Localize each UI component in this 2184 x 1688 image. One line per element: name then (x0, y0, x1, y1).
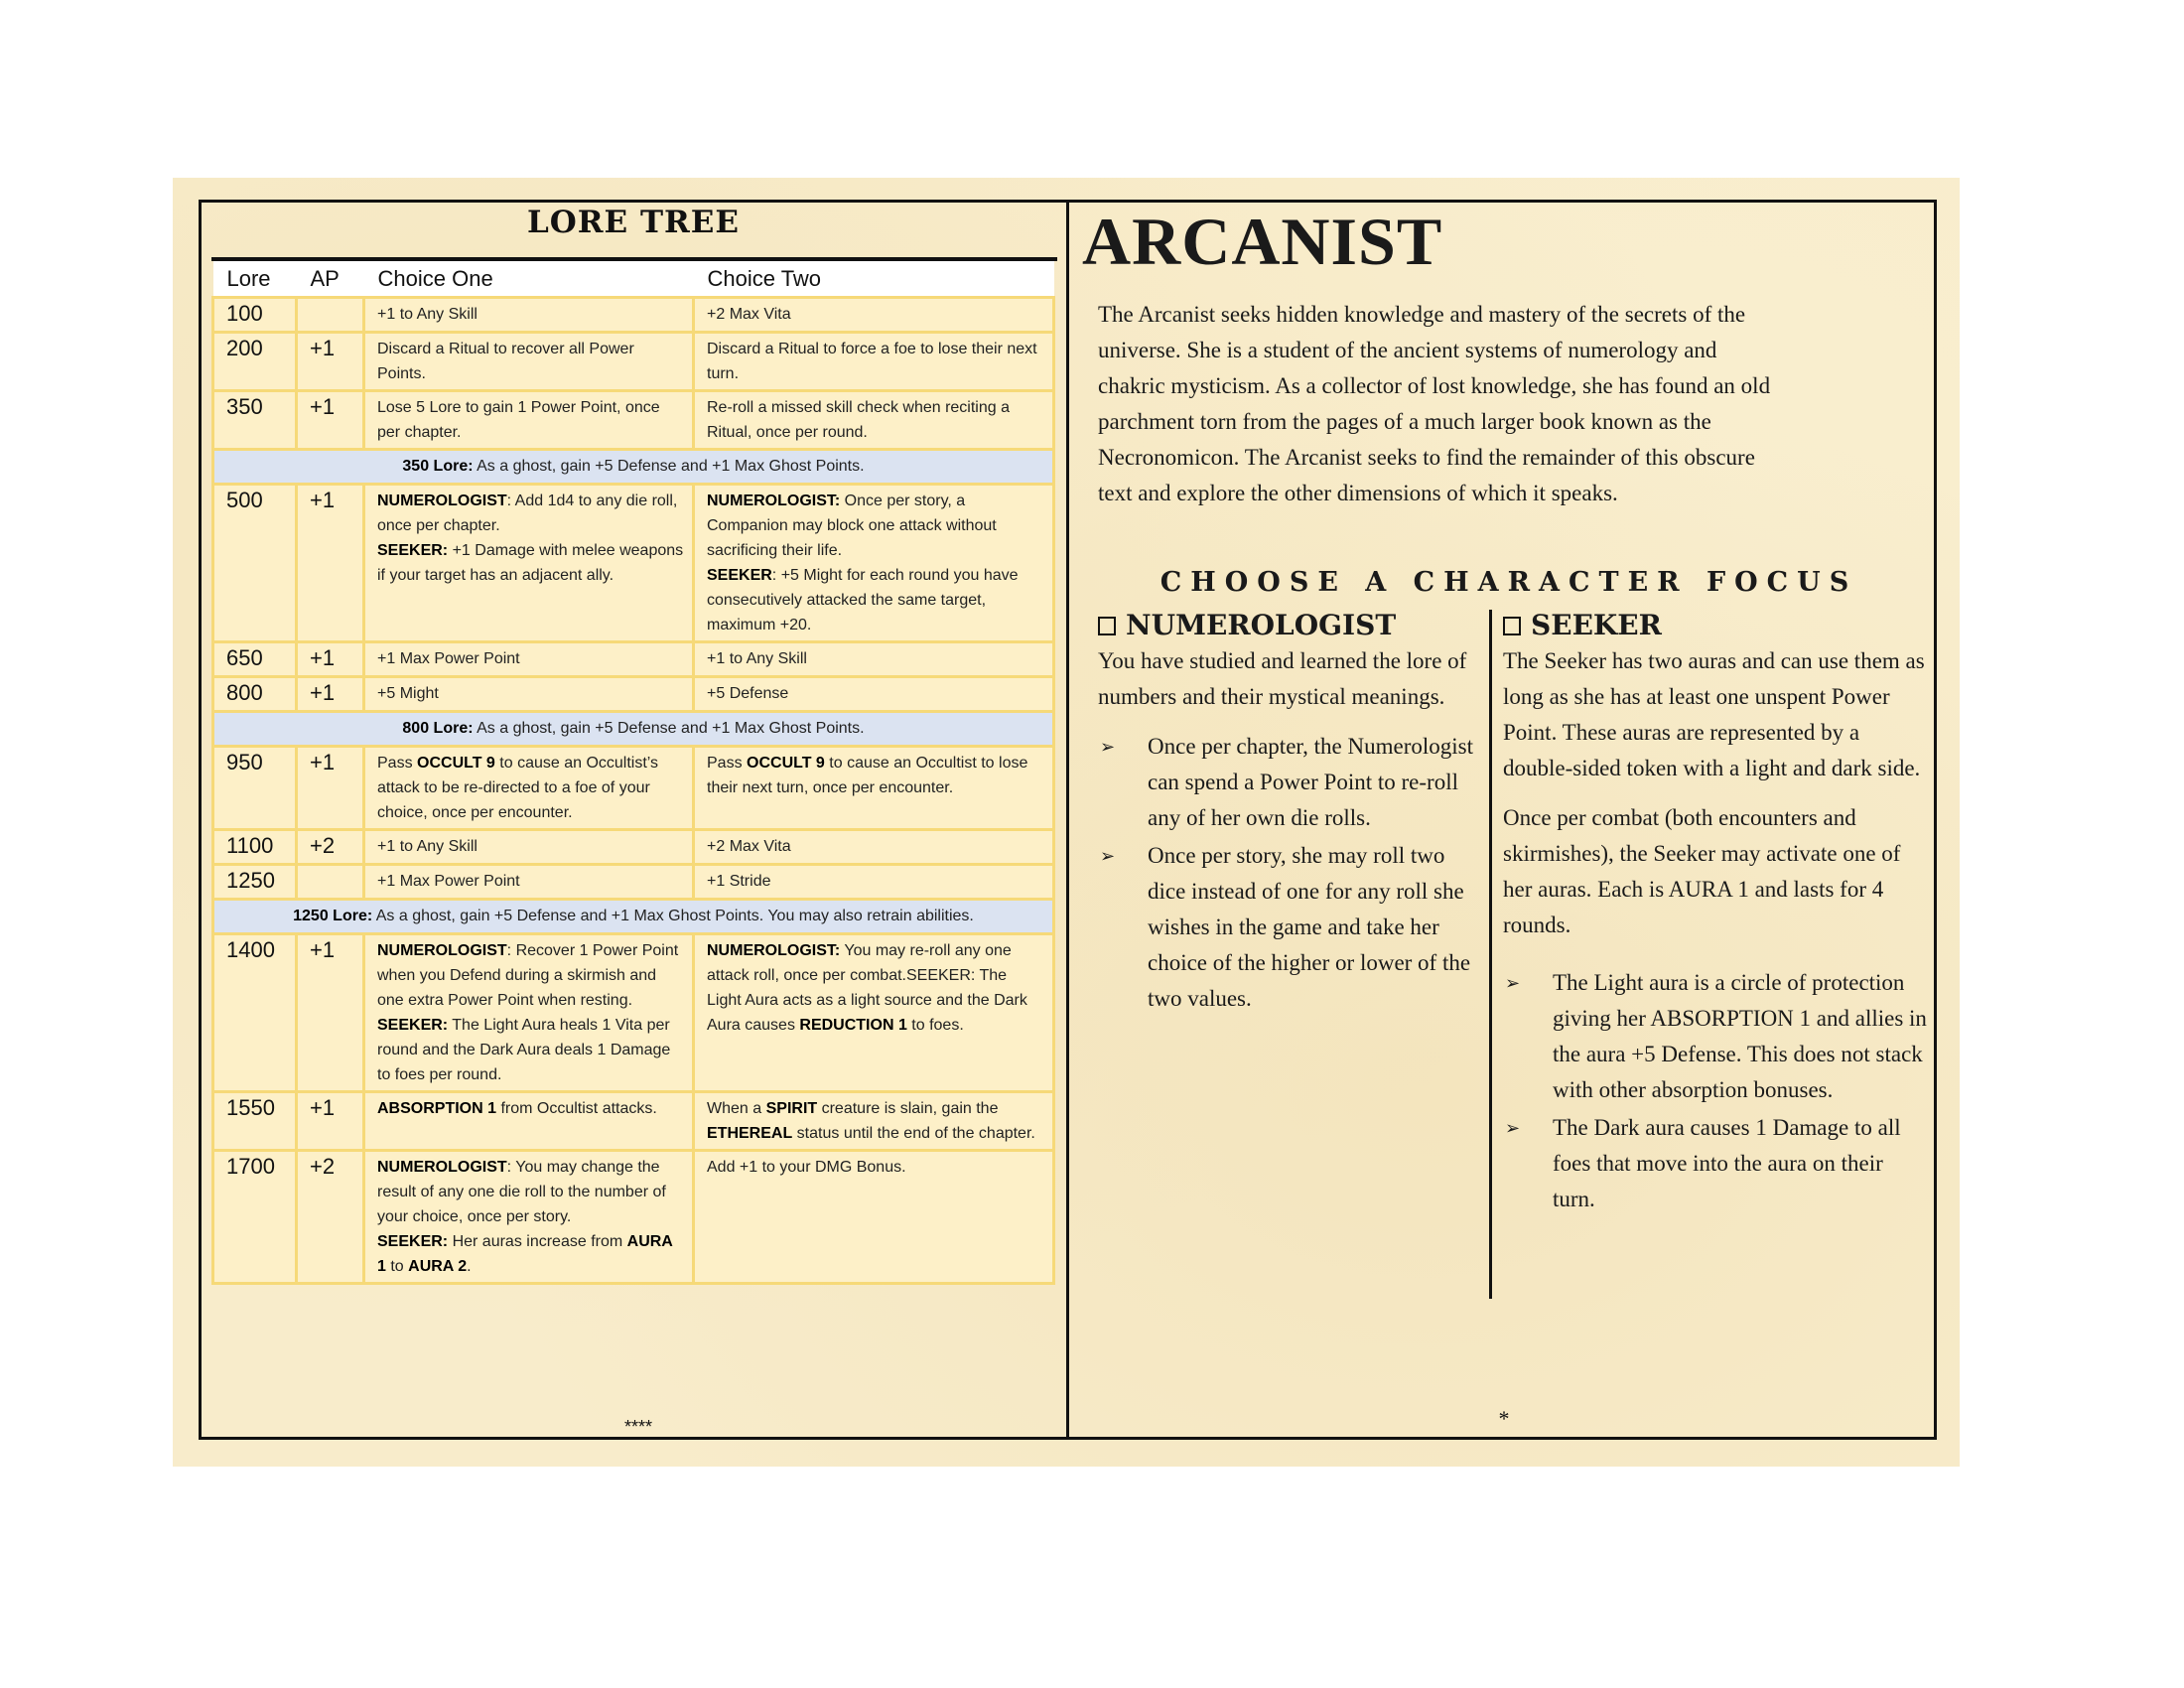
cell-paragraph (707, 395, 1044, 445)
focus-numerologist-title (1098, 608, 1480, 643)
lore-cell: 500 (213, 485, 297, 642)
arrow-bullet-icon: ➢ (1100, 846, 1116, 866)
cell-text: You may re-roll any one attack roll, once per combat. (707, 942, 1012, 984)
cell-text: +2 Max Vita (707, 306, 791, 323)
ap-cell: +1 (297, 677, 364, 712)
ap-cell: +1 (297, 934, 364, 1092)
ghost-bonus-text: As a ghost, gain +5 Defense and +1 Max Ghost Points. You may also retrain abilities. (372, 908, 974, 924)
keyword: NUMEROLOGIST (377, 492, 507, 509)
ap-cell: +2 (297, 830, 364, 865)
keyword: OCCULT 9 (417, 755, 495, 772)
ap-cell: +1 (297, 642, 364, 677)
lore-cell: 650 (213, 642, 297, 677)
cell-text: Discard a Ritual to recover all Power Points. (377, 341, 634, 382)
lore-cell: 1700 (213, 1151, 297, 1284)
keyword: AURA 1 (377, 1233, 673, 1275)
choice-one-cell (364, 677, 694, 712)
cell-paragraph (707, 1096, 1044, 1146)
cell-text: . (467, 1258, 472, 1275)
seeker-paragraph: Once per combat (both encounters and skirmishes), the Seeker may activate one of her auras. Each is AURA 1 and lasts for 4 rounds. (1503, 805, 1901, 937)
lore-row (213, 391, 1054, 450)
table-header-row (213, 261, 1054, 298)
lore-row (213, 830, 1054, 865)
choice-two-cell (694, 1151, 1054, 1284)
focus-heading: CHOOSE A CHARACTER FOCUS (1160, 567, 1858, 598)
cell-text: status until the end of the chapter. (792, 1125, 1035, 1142)
choice-one-cell (364, 747, 694, 830)
bullet-text: The Dark aura causes 1 Damage to all foes that move into the aura on their turn. (1553, 1115, 1901, 1211)
cell-text: Lose 5 Lore to gain 1 Power Point, once per chapter. (377, 399, 660, 441)
choice-one-cell (364, 485, 694, 642)
cell-paragraph (707, 337, 1044, 386)
choice-two-cell (694, 934, 1054, 1092)
cell-paragraph (707, 563, 1044, 637)
column-header-ap: AP (297, 261, 364, 298)
cell-text: When a (707, 1100, 766, 1117)
cell-text: to (385, 1258, 409, 1275)
keyword: NUMEROLOGIST (377, 942, 507, 959)
lore-cell: 1400 (213, 934, 297, 1092)
lore-row (213, 298, 1054, 333)
keyword: ETHEREAL (707, 1125, 793, 1142)
cell-text: +1 to Any Skill (377, 306, 478, 323)
choice-two-cell (694, 485, 1054, 642)
cell-text: Discard a Ritual to force a foe to lose their next turn. (707, 341, 1037, 382)
ap-cell: +1 (297, 333, 364, 391)
cell-paragraph (377, 337, 684, 386)
choice-two-cell (694, 642, 1054, 677)
cell-text: creature is slain, gain the (817, 1100, 999, 1117)
cell-text: +1 Stride (707, 873, 771, 890)
keyword: SEEKER: (377, 542, 449, 559)
cell-paragraph (377, 1229, 684, 1279)
lore-row (213, 677, 1054, 712)
focus-numerologist (1098, 608, 1480, 1019)
choice-one-cell (364, 298, 694, 333)
lore-row (213, 485, 1054, 642)
lore-row (213, 747, 1054, 830)
keyword: ABSORPTION 1 (377, 1100, 497, 1117)
choice-one-cell (364, 1151, 694, 1284)
choice-one-cell (364, 391, 694, 450)
cell-text: +1 to Any Skill (707, 650, 807, 667)
cell-paragraph (377, 489, 684, 538)
cell-paragraph (707, 751, 1044, 800)
arrow-bullet-icon: ➢ (1505, 1118, 1521, 1138)
bullet-text: Once per story, she may roll two dice instead of one for any roll she wishes in the game and take her choice of the higher or lower of the two values. (1148, 843, 1471, 1011)
column-header-lore: Lore (213, 261, 297, 298)
choice-two-cell (694, 298, 1054, 333)
choice-two-cell (694, 830, 1054, 865)
keyword: NUMEROLOGIST: (707, 942, 841, 959)
lore-cell: 100 (213, 298, 297, 333)
seeker-title-text: SEEKER (1531, 609, 1662, 641)
lore-tree-table (211, 261, 1055, 1285)
cell-text: Add +1 to your DMG Bonus. (707, 1159, 906, 1176)
ghost-bonus-row (213, 450, 1054, 485)
cell-paragraph (377, 395, 684, 445)
arrow-bullet-icon: ➢ (1505, 973, 1521, 993)
bullet-text: Once per chapter, the Numerologist can spend a Power Point to re-roll any of her own die rolls. (1148, 734, 1473, 830)
cell-paragraph (707, 938, 1044, 1038)
ghost-bonus-cell (213, 900, 1054, 934)
column-header-choice-two: Choice Two (694, 261, 1054, 298)
lore-row (213, 333, 1054, 391)
cell-paragraph (377, 834, 684, 859)
focus-seeker-title (1503, 608, 1930, 643)
seeker-bullets (1503, 965, 1930, 1217)
choice-two-cell (694, 1092, 1054, 1151)
focus-column-divider (1489, 610, 1492, 1299)
cell-paragraph (707, 489, 1044, 563)
choice-two-cell (694, 391, 1054, 450)
keyword: NUMEROLOGIST (377, 1159, 507, 1176)
lore-row (213, 934, 1054, 1092)
cell-paragraph (707, 869, 1044, 894)
choice-one-cell (364, 1092, 694, 1151)
cell-paragraph (707, 681, 1044, 706)
cell-text: +1 Max Power Point (377, 873, 520, 890)
keyword: SEEKER: (377, 1233, 449, 1250)
choice-one-cell (364, 934, 694, 1092)
choice-two-cell (694, 865, 1054, 900)
seeker-paragraph: The Seeker has two auras and can use them as long as she has at least one unspent Power Point. These auras are represented by a double-sided token with a light and dark side. (1503, 648, 1925, 780)
cell-text: Pass (377, 755, 418, 772)
choice-two-cell (694, 747, 1054, 830)
cell-paragraph (377, 938, 684, 1013)
choice-one-cell (364, 865, 694, 900)
cell-paragraph (377, 538, 684, 588)
cell-text: +5 Defense (707, 685, 789, 702)
lore-cell: 1100 (213, 830, 297, 865)
seeker-bullet (1503, 1110, 1930, 1217)
cell-paragraph (707, 834, 1044, 859)
cell-paragraph (377, 302, 684, 327)
cell-text: Her auras increase from (448, 1233, 627, 1250)
lore-cell: 950 (213, 747, 297, 830)
lore-row (213, 865, 1054, 900)
keyword: SEEKER (707, 567, 772, 584)
choice-two-cell (694, 677, 1054, 712)
cell-text: +1 to Any Skill (377, 838, 478, 855)
cell-text: +1 Max Power Point (377, 650, 520, 667)
lore-cell: 1250 (213, 865, 297, 900)
keyword: NUMEROLOGIST: (707, 492, 841, 509)
ap-cell (297, 865, 364, 900)
cell-text: Pass (707, 755, 748, 772)
choice-one-cell (364, 830, 694, 865)
numerologist-description: You have studied and learned the lore of numbers and their mystical meanings. (1098, 648, 1467, 709)
lore-cell: 350 (213, 391, 297, 450)
choice-one-cell (364, 642, 694, 677)
lore-cell: 200 (213, 333, 297, 391)
arrow-bullet-icon: ➢ (1100, 737, 1116, 757)
keyword: AURA 2 (408, 1258, 468, 1275)
ghost-bonus-row (213, 712, 1054, 747)
cell-paragraph (377, 646, 684, 671)
keyword: REDUCTION 1 (799, 1017, 907, 1034)
page-spine-divider (1066, 200, 1069, 1440)
cell-paragraph (377, 869, 684, 894)
ghost-bonus-text: As a ghost, gain +5 Defense and +1 Max Ghost Points. (473, 458, 865, 475)
cell-paragraph (377, 1013, 684, 1087)
cell-text: : Add 1d4 to any die roll, once per chapter. (377, 492, 678, 534)
ap-cell: +1 (297, 391, 364, 450)
cell-text: to cause an Occultist to lose their next turn, once per encounter. (707, 755, 1028, 796)
cell-text: from Occultist attacks. (496, 1100, 657, 1117)
cell-text: +5 Might (377, 685, 439, 702)
ghost-bonus-label: 1250 Lore: (293, 908, 373, 924)
bullet-text: The Light aura is a circle of protection giving her ABSORPTION 1 and allies in the aura +5 Defense. This does not stack with other absorption bonuses. (1553, 970, 1927, 1102)
seeker-bullet (1503, 965, 1930, 1108)
cell-text: +2 Max Vita (707, 838, 791, 855)
cell-text: +1 Damage with melee weapons if your target has an adjacent ally. (377, 542, 684, 584)
lore-cell: 800 (213, 677, 297, 712)
choice-two-cell (694, 333, 1054, 391)
numerologist-title-text: NUMEROLOGIST (1126, 609, 1397, 641)
cell-text: : Recover 1 Power Point when you Defend during a skirmish and one extra Power Point when resting. (377, 942, 679, 1009)
ghost-bonus-cell (213, 450, 1054, 485)
numerologist-bullet (1098, 838, 1480, 1017)
cell-text: The Light Aura heals 1 Vita per round and the Dark Aura deals 1 Damage to foes per round. (377, 1017, 671, 1083)
cell-paragraph (377, 681, 684, 706)
column-header-choice-one: Choice One (364, 261, 694, 298)
lore-cell: 1550 (213, 1092, 297, 1151)
lore-row (213, 1092, 1054, 1151)
cell-paragraph (377, 1155, 684, 1229)
cell-text: : +5 Might for each round you have consecutively attacked the same target, maximum +20. (707, 567, 1019, 633)
ghost-bonus-label: 800 Lore: (402, 720, 474, 737)
keyword: OCCULT 9 (747, 755, 825, 772)
ap-cell: +1 (297, 747, 364, 830)
ghost-bonus-text: As a ghost, gain +5 Defense and +1 Max Ghost Points. (473, 720, 865, 737)
focus-seeker (1503, 608, 1930, 1219)
ghost-bonus-label: 350 Lore: (402, 458, 474, 475)
cell-text: : You may change the result of any one die roll to the number of your choice, once per story. (377, 1159, 666, 1225)
lore-row (213, 642, 1054, 677)
cell-paragraph (377, 1096, 684, 1121)
lore-tree-body (213, 298, 1054, 1284)
ap-cell: +2 (297, 1151, 364, 1284)
class-title: ARCANIST (1082, 204, 1443, 279)
keyword: SPIRIT (765, 1100, 818, 1117)
cell-text: Re-roll a missed skill check when reciting a Ritual, once per round. (707, 399, 1010, 441)
cell-text: to cause an Occultist’s attack to be re-directed to a foe of your choice, once per encounter. (377, 755, 659, 821)
choice-one-cell (364, 333, 694, 391)
class-intro: The Arcanist seeks hidden knowledge and mastery of the secrets of the universe. She is a student of the ancient systems of numerology and chakric mysticism. As a collector of lost knowledge, she has found an old parchment torn from the pages of a much larger book known as the Necronomicon. The Arcanist seeks to find the remainder of this obscure text and explore the other dimensions of which it speaks. (1098, 302, 1771, 505)
cell-text: to foes. (906, 1017, 964, 1034)
keyword: SEEKER: (377, 1017, 449, 1034)
cell-paragraph (707, 302, 1044, 327)
ghost-bonus-cell (213, 712, 1054, 747)
cell-paragraph (377, 751, 684, 825)
ap-cell (297, 298, 364, 333)
numerologist-bullets (1098, 729, 1480, 1017)
numerologist-checkbox-icon[interactable] (1098, 617, 1116, 635)
ap-cell: +1 (297, 485, 364, 642)
ghost-bonus-row (213, 900, 1054, 934)
ap-cell: +1 (297, 1092, 364, 1151)
cell-paragraph (707, 646, 1044, 671)
cell-text: SEEKER: The Light Aura acts as a light source and the Dark Aura causes (707, 967, 1027, 1034)
lore-row (213, 1151, 1054, 1284)
numerologist-bullet (1098, 729, 1480, 836)
lore-tree-title: LORE TREE (526, 205, 741, 240)
right-page-marker: * (1498, 1406, 1510, 1431)
cell-paragraph (707, 1155, 1044, 1180)
cell-text: Once per story, a Companion may block one attack without sacrificing their life. (707, 492, 997, 559)
left-page-marker: **** (623, 1417, 653, 1437)
seeker-checkbox-icon[interactable] (1503, 617, 1521, 635)
